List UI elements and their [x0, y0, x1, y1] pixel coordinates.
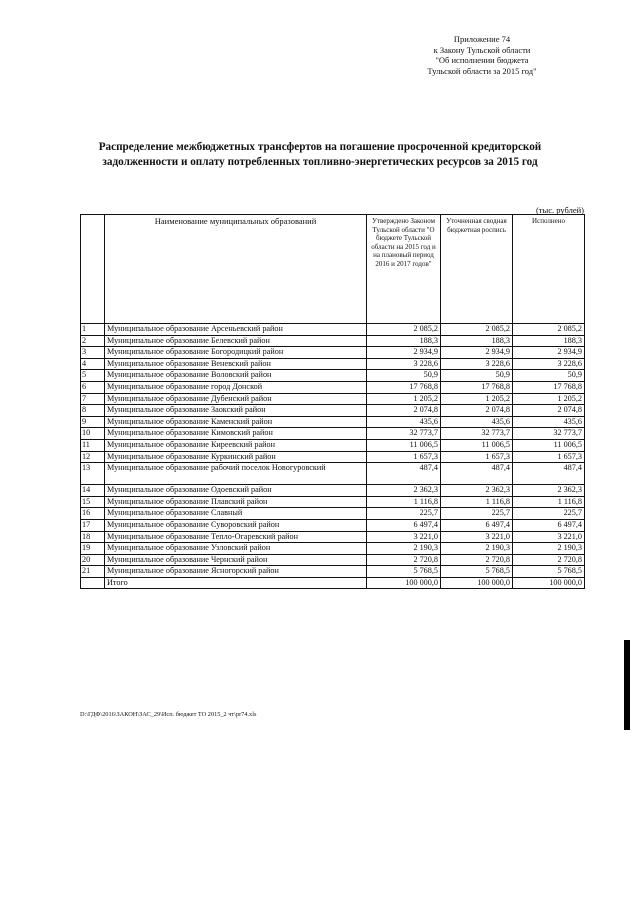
row-index: 3: [81, 347, 105, 359]
row-index: 9: [81, 416, 105, 428]
row-name: Муниципальное образование Ясногорский район: [105, 566, 367, 578]
units-label: (тыс. рублей): [535, 205, 584, 215]
row-name: Муниципальное образование Заокский район: [105, 405, 367, 417]
header-approved: Утверждено Законом Тульской области "О бюджете Тульской области на 2015 год и на плановый период 2016 и 2017 годов": [367, 215, 441, 324]
table-row: [81, 508, 585, 520]
row-refined: 225,7: [441, 508, 513, 520]
total-approved: 100 000,0: [367, 577, 441, 589]
row-refined: 3 228,6: [441, 358, 513, 370]
row-name: Муниципальное образование город Донской: [105, 381, 367, 393]
row-refined: 1 205,2: [441, 393, 513, 405]
header-executed: Исполнено: [513, 215, 585, 324]
row-name: Муниципальное образование Узловский район: [105, 543, 367, 555]
table-row: [81, 416, 585, 428]
table-row: [81, 347, 585, 359]
table-row: [81, 531, 585, 543]
total-row: [81, 577, 585, 589]
row-refined: 435,6: [441, 416, 513, 428]
row-approved: 11 006,5: [367, 439, 441, 451]
row-index: 20: [81, 554, 105, 566]
row-name: Муниципальное образование рабочий поселок Новогуровский: [105, 463, 367, 485]
row-executed: 6 497,4: [513, 519, 585, 531]
row-name: Муниципальное образование Богородицкий район: [105, 347, 367, 359]
row-refined: 2 362,3: [441, 485, 513, 497]
table-header-row: [81, 215, 585, 324]
row-approved: 32 773,7: [367, 428, 441, 440]
row-refined: 2 074,8: [441, 405, 513, 417]
row-approved: 225,7: [367, 508, 441, 520]
table-row: [81, 519, 585, 531]
transfers-table: [80, 214, 585, 589]
row-index: 18: [81, 531, 105, 543]
row-executed: 2 934,9: [513, 347, 585, 359]
row-executed: 1 657,3: [513, 451, 585, 463]
total-executed: 100 000,0: [513, 577, 585, 589]
file-path-footer: D:\ГДФ\2016\ЗАКОН\ЗАС_29\Исп. бюджет ТО 2015_2 чт\pr74.xls: [80, 711, 257, 718]
row-approved: 435,6: [367, 416, 441, 428]
row-executed: 1 205,2: [513, 393, 585, 405]
header-refined: Уточненная сводная бюджетная роспись: [441, 215, 513, 324]
row-refined: 6 497,4: [441, 519, 513, 531]
appendix-note: [412, 34, 552, 76]
row-refined: 50,9: [441, 370, 513, 382]
row-index: 5: [81, 370, 105, 382]
row-approved: 188,3: [367, 335, 441, 347]
row-name: Муниципальное образование Куркинский район: [105, 451, 367, 463]
row-refined: 2 190,3: [441, 543, 513, 555]
row-index: 14: [81, 485, 105, 497]
row-approved: 2 190,3: [367, 543, 441, 555]
table-row: [81, 485, 585, 497]
row-executed: 2 074,8: [513, 405, 585, 417]
row-index: 13: [81, 463, 105, 485]
row-name: Муниципальное образование Чернский район: [105, 554, 367, 566]
row-name: Муниципальное образование Белевский район: [105, 335, 367, 347]
table-row: [81, 405, 585, 417]
row-executed: 2 085,2: [513, 324, 585, 336]
row-executed: 11 006,5: [513, 439, 585, 451]
row-approved: 3 228,6: [367, 358, 441, 370]
row-executed: 2 190,3: [513, 543, 585, 555]
row-name: Муниципальное образование Суворовский район: [105, 519, 367, 531]
table-row: [81, 439, 585, 451]
row-approved: 2 720,8: [367, 554, 441, 566]
row-executed: 1 116,8: [513, 496, 585, 508]
appendix-line: Тульской области за 2015 год": [427, 65, 537, 76]
row-executed: 435,6: [513, 416, 585, 428]
row-refined: 17 768,8: [441, 381, 513, 393]
row-approved: 2 362,3: [367, 485, 441, 497]
row-index: 6: [81, 381, 105, 393]
row-index: 2: [81, 335, 105, 347]
row-executed: 225,7: [513, 508, 585, 520]
row-name: Муниципальное образование Славный: [105, 508, 367, 520]
row-name: Муниципальное образование Дубенский район: [105, 393, 367, 405]
row-approved: 50,9: [367, 370, 441, 382]
row-refined: 487,4: [441, 463, 513, 485]
document-title: [60, 140, 580, 170]
row-index: 1: [81, 324, 105, 336]
row-approved: 1 116,8: [367, 496, 441, 508]
table-row: [81, 324, 585, 336]
row-executed: 3 228,6: [513, 358, 585, 370]
row-refined: 1 116,8: [441, 496, 513, 508]
header-name: Наименование муниципальных образований: [105, 215, 367, 324]
table-row: [81, 463, 585, 485]
table-row: [81, 428, 585, 440]
scan-edge-mark: [624, 640, 630, 730]
appendix-line: Приложение 74: [453, 34, 511, 44]
row-index: 17: [81, 519, 105, 531]
row-executed: 5 768,5: [513, 566, 585, 578]
row-approved: 3 221,0: [367, 531, 441, 543]
row-index: 21: [81, 566, 105, 578]
row-index: 15: [81, 496, 105, 508]
table-row: [81, 451, 585, 463]
appendix-line: "Об исполнении бюджета: [435, 55, 529, 65]
table-row: [81, 370, 585, 382]
row-executed: 2 362,3: [513, 485, 585, 497]
header-index: [81, 215, 105, 324]
row-approved: 487,4: [367, 463, 441, 485]
row-index: 10: [81, 428, 105, 440]
row-executed: 3 221,0: [513, 531, 585, 543]
title-line: Распределение межбюджетных трансфертов на погашение просроченной кредиторской: [98, 141, 542, 153]
table-row: [81, 566, 585, 578]
row-executed: 50,9: [513, 370, 585, 382]
row-name: Муниципальное образование Киреевский район: [105, 439, 367, 451]
row-refined: 32 773,7: [441, 428, 513, 440]
row-approved: 6 497,4: [367, 519, 441, 531]
table-row: [81, 554, 585, 566]
row-refined: 11 006,5: [441, 439, 513, 451]
row-index: 4: [81, 358, 105, 370]
row-refined: 2 934,9: [441, 347, 513, 359]
row-executed: 188,3: [513, 335, 585, 347]
row-approved: 1 205,2: [367, 393, 441, 405]
row-refined: 2 085,2: [441, 324, 513, 336]
row-approved: 17 768,8: [367, 381, 441, 393]
row-refined: 3 221,0: [441, 531, 513, 543]
row-refined: 5 768,5: [441, 566, 513, 578]
row-executed: 17 768,8: [513, 381, 585, 393]
row-index: 16: [81, 508, 105, 520]
row-name: Муниципальное образование Воловский район: [105, 370, 367, 382]
table-row: [81, 358, 585, 370]
table-row: [81, 496, 585, 508]
row-name: Муниципальное образование Арсеньевский район: [105, 324, 367, 336]
row-name: Муниципальное образование Кимовский район: [105, 428, 367, 440]
row-approved: 2 934,9: [367, 347, 441, 359]
row-name: Муниципальное образование Каменский район: [105, 416, 367, 428]
row-refined: 1 657,3: [441, 451, 513, 463]
row-index: 19: [81, 543, 105, 555]
table-row: [81, 335, 585, 347]
table-row: [81, 381, 585, 393]
row-approved: 2 085,2: [367, 324, 441, 336]
appendix-line: к Закону Тульской области: [433, 44, 531, 55]
row-index: 12: [81, 451, 105, 463]
row-approved: 2 074,8: [367, 405, 441, 417]
row-index: 7: [81, 393, 105, 405]
row-index: 11: [81, 439, 105, 451]
row-name: Муниципальное образование Одоевский район: [105, 485, 367, 497]
total-label: Итого: [105, 577, 367, 589]
row-name: Муниципальное образование Веневский район: [105, 358, 367, 370]
row-executed: 2 720,8: [513, 554, 585, 566]
table-row: [81, 543, 585, 555]
row-approved: 5 768,5: [367, 566, 441, 578]
row-executed: 32 773,7: [513, 428, 585, 440]
row-index: 8: [81, 405, 105, 417]
row-refined: 2 720,8: [441, 554, 513, 566]
title-line: задолженности и оплату потребленных топливно-энергетических ресурсов за 2015 год: [102, 156, 538, 168]
total-index: [81, 577, 105, 589]
row-refined: 188,3: [441, 335, 513, 347]
total-refined: 100 000,0: [441, 577, 513, 589]
row-name: Муниципальное образование Плавский район: [105, 496, 367, 508]
row-name: Муниципальное образование Тепло-Огаревский район: [105, 531, 367, 543]
row-approved: 1 657,3: [367, 451, 441, 463]
row-executed: 487,4: [513, 463, 585, 485]
table-row: [81, 393, 585, 405]
